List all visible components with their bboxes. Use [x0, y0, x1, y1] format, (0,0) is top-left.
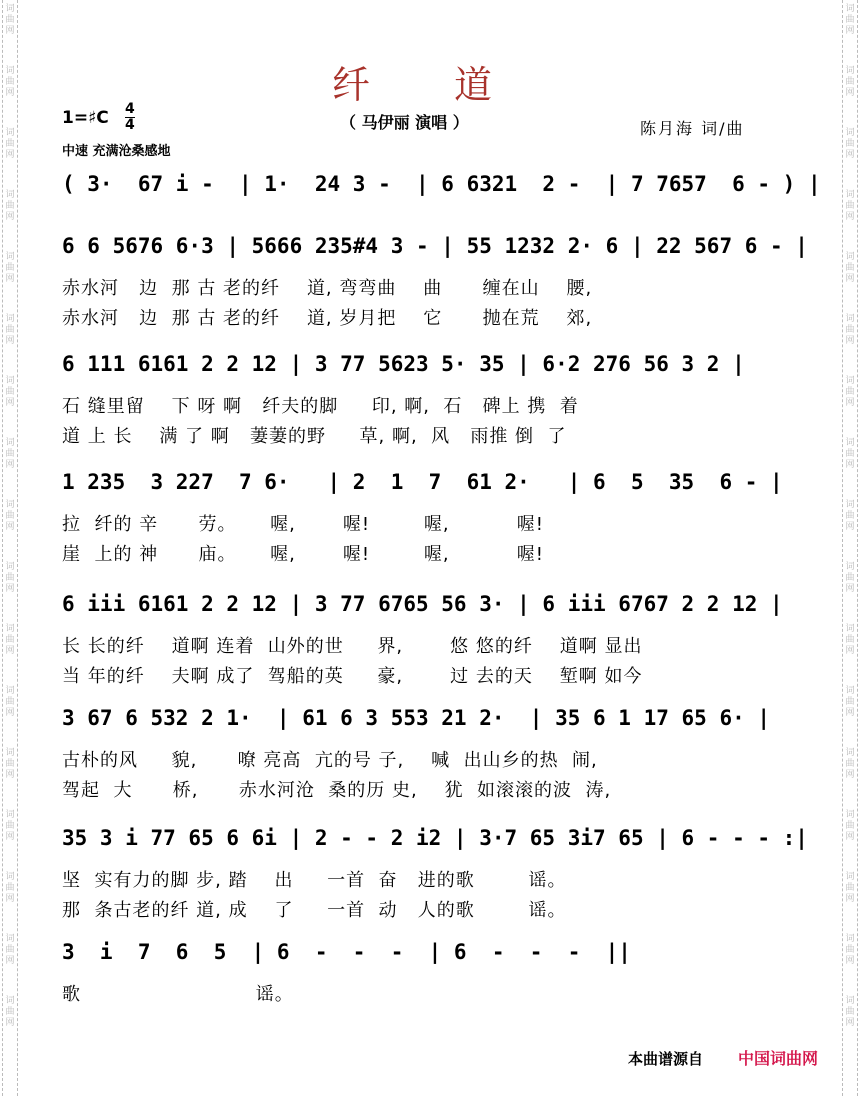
watermark-text: 词 曲 网: [845, 128, 855, 160]
watermark-text: 词 曲 网: [5, 934, 15, 966]
watermark-text: 词 曲 网: [5, 376, 15, 408]
composer-credit: 陈月海 词/曲: [640, 119, 745, 138]
watermark-text: 词 曲 网: [5, 748, 15, 780]
key-signature: 1=♯C: [62, 108, 109, 128]
notation-row-5: 6 iii 6161 2 2 12 | 3 77 6765 56 3· | 6 iii 6767 2 2 12 |: [62, 592, 783, 616]
watermark-text: 词 曲 网: [845, 66, 855, 98]
lyric-line-3-1: 石 缝里留 下 呀 啊 纤夫的脚 印, 啊, 石 碑上 携 着: [62, 396, 579, 417]
watermark-text: 词 曲 网: [845, 314, 855, 346]
tempo-marking: 中速 充满沧桑感地: [62, 144, 171, 159]
watermark-text: 词 曲 网: [845, 934, 855, 966]
lyric-line-7-1: 坚 实有力的脚 步, 踏 出 一首 奋 进的歌 谣。: [62, 870, 567, 891]
lyric-line-6-2: 驾起 大 桥, 赤水河沧 桑的历 史, 犹 如滚滚的波 涛,: [62, 780, 612, 801]
notation-row-1: ( 3· 67 i - | 1· 24 3 - | 6 6321 2 - | 7 7657 6 - ) |: [62, 172, 821, 196]
watermark-text: 词 曲 网: [5, 996, 15, 1028]
watermark-text: 词 曲 网: [845, 686, 855, 718]
watermark-text: 词 曲 网: [5, 810, 15, 842]
lyric-line-3-2: 道 上 长 满 了 啊 萋萋的野 草, 啊, 风 雨推 倒 了: [62, 426, 567, 447]
lyric-line-2-2: 赤水河 边 那 古 老的纤 道, 岁月把 它 抛在荒 郊,: [62, 308, 593, 329]
watermark-text: 词 曲 网: [5, 624, 15, 656]
song-title: 纤 道: [331, 63, 529, 107]
lyric-line-4-2: 崖 上的 神 庙。 喔, 喔! 喔, 喔!: [62, 544, 545, 565]
watermark-text: 词 曲 网: [5, 190, 15, 222]
watermark-text: 词 曲 网: [845, 810, 855, 842]
lyric-line-8-1: 歌 谣。: [62, 984, 294, 1005]
lyric-line-6-1: 古朴的风 貌, 嘹 亮高 亢的号 子, 喊 出山乡的热 闹,: [62, 750, 598, 771]
notation-row-7: 35 3 i 77 65 6 6i | 2 - - 2 i2 | 3·7 65 3i7 65 | 6 - - - :|: [62, 826, 808, 850]
notation-row-2: 6 6 5676 6·3 | 5666 235#4 3 - | 55 1232 2· 6 | 22 567 6 - |: [62, 234, 808, 258]
lyric-line-7-2: 那 条古老的纤 道, 成 了 一首 动 人的歌 谣。: [62, 900, 567, 921]
watermark-text: 词 曲 网: [5, 4, 15, 36]
watermark-text: 词 曲 网: [845, 500, 855, 532]
lyric-line-2-1: 赤水河 边 那 古 老的纤 道, 弯弯曲 曲 缠在山 腰,: [62, 278, 593, 299]
watermark-text: 词 曲 网: [845, 376, 855, 408]
watermark-text: 词 曲 网: [845, 438, 855, 470]
watermark-text: 词 曲 网: [845, 4, 855, 36]
watermark-text: 词 曲 网: [845, 562, 855, 594]
watermark-text: 词 曲 网: [5, 314, 15, 346]
watermark-text: 词 曲 网: [5, 252, 15, 284]
notation-row-4: 1 235 3 227 7 6· | 2 1 7 61 2· | 6 5 35 6 - |: [62, 470, 783, 494]
watermark-text: 词 曲 网: [845, 252, 855, 284]
watermark-text: 词 曲 网: [845, 190, 855, 222]
left-watermark-strip: [2, 0, 18, 1096]
watermark-text: 词 曲 网: [5, 128, 15, 160]
right-watermark-strip: [842, 0, 858, 1096]
watermark-text: 词 曲 网: [5, 500, 15, 532]
notation-row-8: 3 i 7 6 5 | 6 - - - | 6 - - - ||: [62, 940, 631, 964]
watermark-text: 词 曲 网: [5, 686, 15, 718]
footer-site-link[interactable]: 中国词曲网: [738, 1049, 819, 1068]
meter-top: 4: [125, 101, 135, 117]
singer-credit: （ 马伊丽 演唱 ）: [340, 113, 469, 132]
notation-row-6: 3 67 6 532 2 1· | 61 6 3 553 21 2· | 35 6 1 17 65 6· |: [62, 706, 771, 730]
time-signature: [125, 102, 135, 133]
lyric-line-5-1: 长 长的纤 道啊 连着 山外的世 界, 悠 悠的纤 道啊 显出: [62, 636, 643, 657]
watermark-text: 词 曲 网: [5, 438, 15, 470]
watermark-text: 词 曲 网: [845, 872, 855, 904]
footer-source-label: 本曲谱源自: [628, 1050, 704, 1068]
watermark-text: 词 曲 网: [845, 748, 855, 780]
watermark-text: 词 曲 网: [845, 624, 855, 656]
meter-bottom: 4: [125, 117, 135, 133]
lyric-line-5-2: 当 年的纤 夫啊 成了 驾船的英 豪, 过 去的天 堑啊 如今: [62, 666, 643, 687]
watermark-text: 词 曲 网: [5, 562, 15, 594]
watermark-text: 词 曲 网: [5, 872, 15, 904]
notation-row-3: 6 111 6161 2 2 12 | 3 77 5623 5· 35 | 6·2 276 56 3 2 |: [62, 352, 745, 376]
watermark-text: 词 曲 网: [5, 66, 15, 98]
watermark-text: 词 曲 网: [845, 996, 855, 1028]
lyric-line-4-1: 拉 纤的 辛 劳。 喔, 喔! 喔, 喔!: [62, 514, 545, 535]
